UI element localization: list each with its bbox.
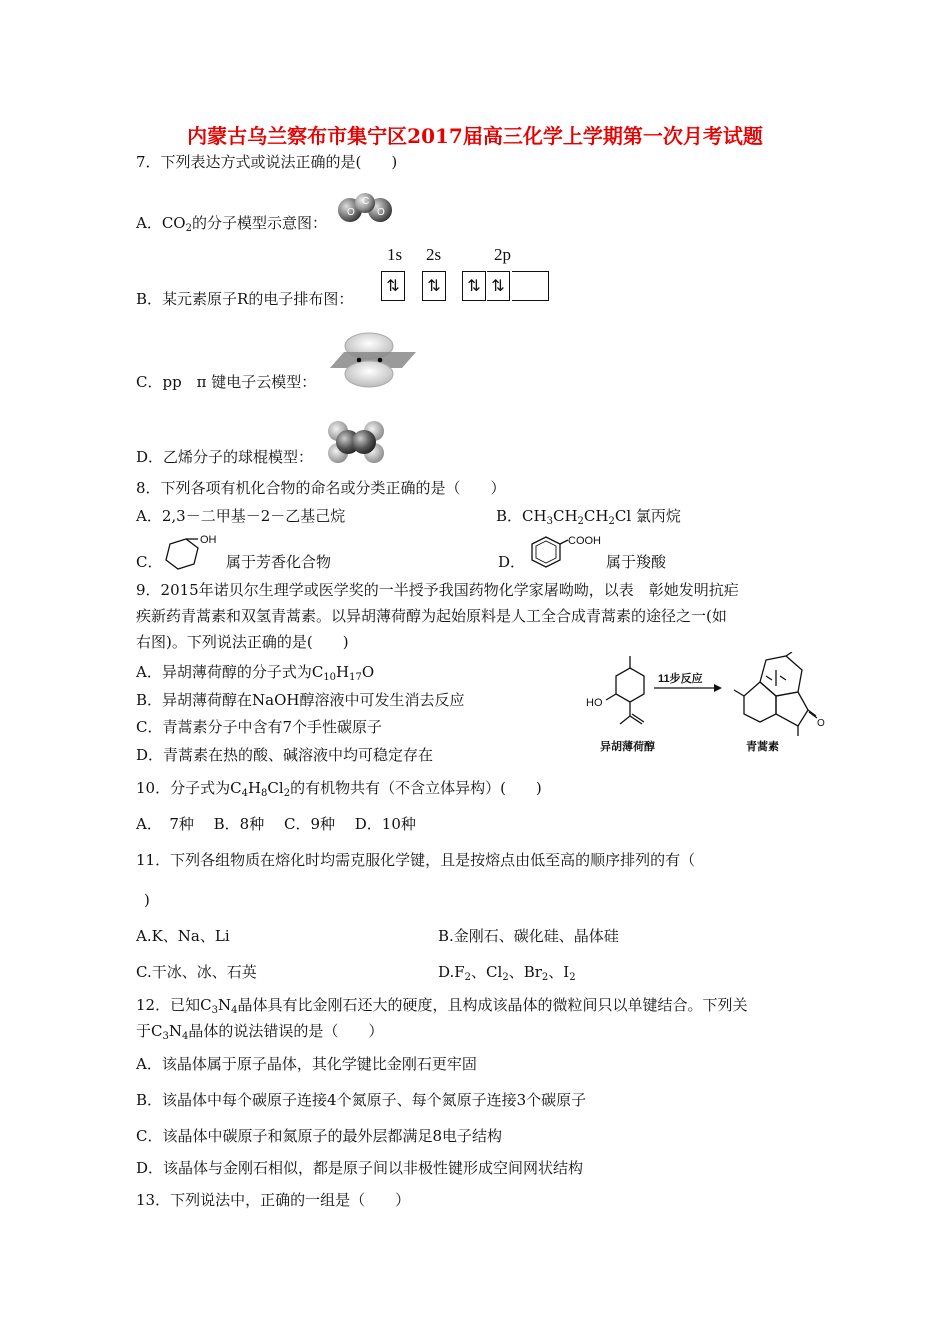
orbital-label-2s: 2s [426,245,442,264]
q12-stem-line1: 12．已知$C_3N_4$晶体具有比金刚石还大的硬度，且构成该晶体的微粒间只以单键结合。下列关 [136,996,748,1016]
q9-stem-line2: 疾新药青蒿素和双氢青蒿素。以异胡薄荷醇为起始原料是人工全合成青蒿素的途径之一(如 [136,607,727,625]
orbital-box-2p-1: ⇅ [462,271,486,301]
reaction-arrow-label: 11步反应 [658,673,703,685]
q13-stem: 13．下列说法中，正确的一组是（ ） [136,1191,411,1209]
ho-label: HO [586,697,603,709]
q11-paren: ) [144,891,150,909]
q8-option-b: B．$CH_3CH_2CH_2Cl$ 氯丙烷 [496,507,681,527]
q7-stem: 7．下列表达方式或说法正确的是( ) [136,153,398,171]
q11-option-d: $D.F_2$、$Cl_2$、$Br_2$、$I_2$ [438,963,576,983]
q8-option-a: A．2,3－二甲基－2－乙基己烷 [136,507,346,525]
q9-option-c: C．青蒿素分子中含有7个手性碳原子 [136,718,383,736]
benzoic-acid-structure [520,532,604,572]
q12-option-d: D．该晶体与金刚石相似，都是原子间以非极性键形成空间网状结构 [136,1159,584,1177]
q8-option-c-label: C． [136,553,163,571]
benzoic-acid-cooh: COOH [568,535,601,547]
orbital-label-1s: 1s [387,245,403,264]
q9-option-b: B．异胡薄荷醇在NaOH醇溶液中可发生消去反应 [136,691,465,709]
q9-stem-line1: 9．2015年诺贝尔生理学或医学奖的一半授予我国药物化学家屠呦呦，以表 彰她发明抗疟 [136,581,739,599]
q11-stem: 11．下列各组物质在熔化时均需克服化学键，且是按熔点由低至高的顺序排列的有（ [136,851,696,869]
q7-option-d: D．乙烯分子的球棍模型： [136,448,314,466]
isopulegol-structure [606,656,644,724]
co2-c: C [362,196,370,207]
q12-stem-line2: 于$C_3N_4$晶体的说法错误的是（ ） [136,1022,384,1042]
q8-option-d-label: D． [498,553,526,571]
q10-stem: 10．分子式为$C_4H_8Cl_2$的有机物共有（不含立体异构）( ) [136,779,542,799]
q7-option-b: B．某元素原子R的电子排布图： [136,290,354,308]
orbital-box-2p-3 [512,271,549,301]
q9-option-a: A．异胡薄荷醇的分子式为$C_{10}H_{17}O$ [136,663,375,683]
q12-option-b: B．该晶体中每个碳原子连接4个氮原子、每个氮原子连接3个碳原子 [136,1091,587,1109]
cyclohexanol-structure [158,534,220,574]
co2-o-right: O [377,207,385,218]
artemisinin-synthesis-scheme [580,652,840,758]
orbital-box-1s: ⇅ [381,271,405,301]
co2-o-left: O [347,207,355,218]
q8-option-c-text: 属于芳香化合物 [226,553,332,571]
q8-option-d-text: 属于羧酸 [606,553,667,571]
artemisinin-structure [734,652,817,736]
q8-stem: 8．下列各项有机化合物的命名或分类正确的是（ ） [136,479,506,497]
q12-option-a: A．该晶体属于原子晶体，其化学键比金刚石更牢固 [136,1055,477,1073]
orbital-box-2p-2: ⇅ [487,271,510,301]
q11-option-b: B.金刚石、碳化硅、晶体硅 [438,927,619,945]
isopulegol-name: 异胡薄荷醇 [600,741,655,753]
co2-model-image [334,190,396,226]
orbital-box-2s: ⇅ [422,271,446,301]
artemisinin-name: 青蒿素 [746,741,779,753]
pi-bond-cloud-image [322,330,422,390]
carbonyl-o-label: O [817,718,825,729]
q9-option-d: D．青蒿素在热的酸、碱溶液中均可稳定存在 [136,746,434,764]
q9-stem-line3: 右图)。下列说法正确的是( ) [136,633,349,651]
q12-option-c: C．该晶体中碳原子和氮原子的最外层都满足8电子结构 [136,1127,503,1145]
q11-option-c: C.干冰、冰、石英 [136,963,257,981]
q7-option-c: C．pp π 键电子云模型： [136,373,317,391]
page-title: 内蒙古乌兰察布市集宁区2017届高三化学上学期第一次月考试题 [187,124,763,148]
cyclohexanol-oh: OH [200,534,217,546]
q7-option-a: A．$CO_2$的分子模型示意图： [136,214,327,234]
ethylene-model-image [324,418,388,466]
q10-options: A． 7种 B．8种 C．9种 D．10种 [136,815,416,833]
orbital-label-2p: 2p [494,245,511,264]
q11-option-a: A.K、Na、Li [136,927,230,945]
